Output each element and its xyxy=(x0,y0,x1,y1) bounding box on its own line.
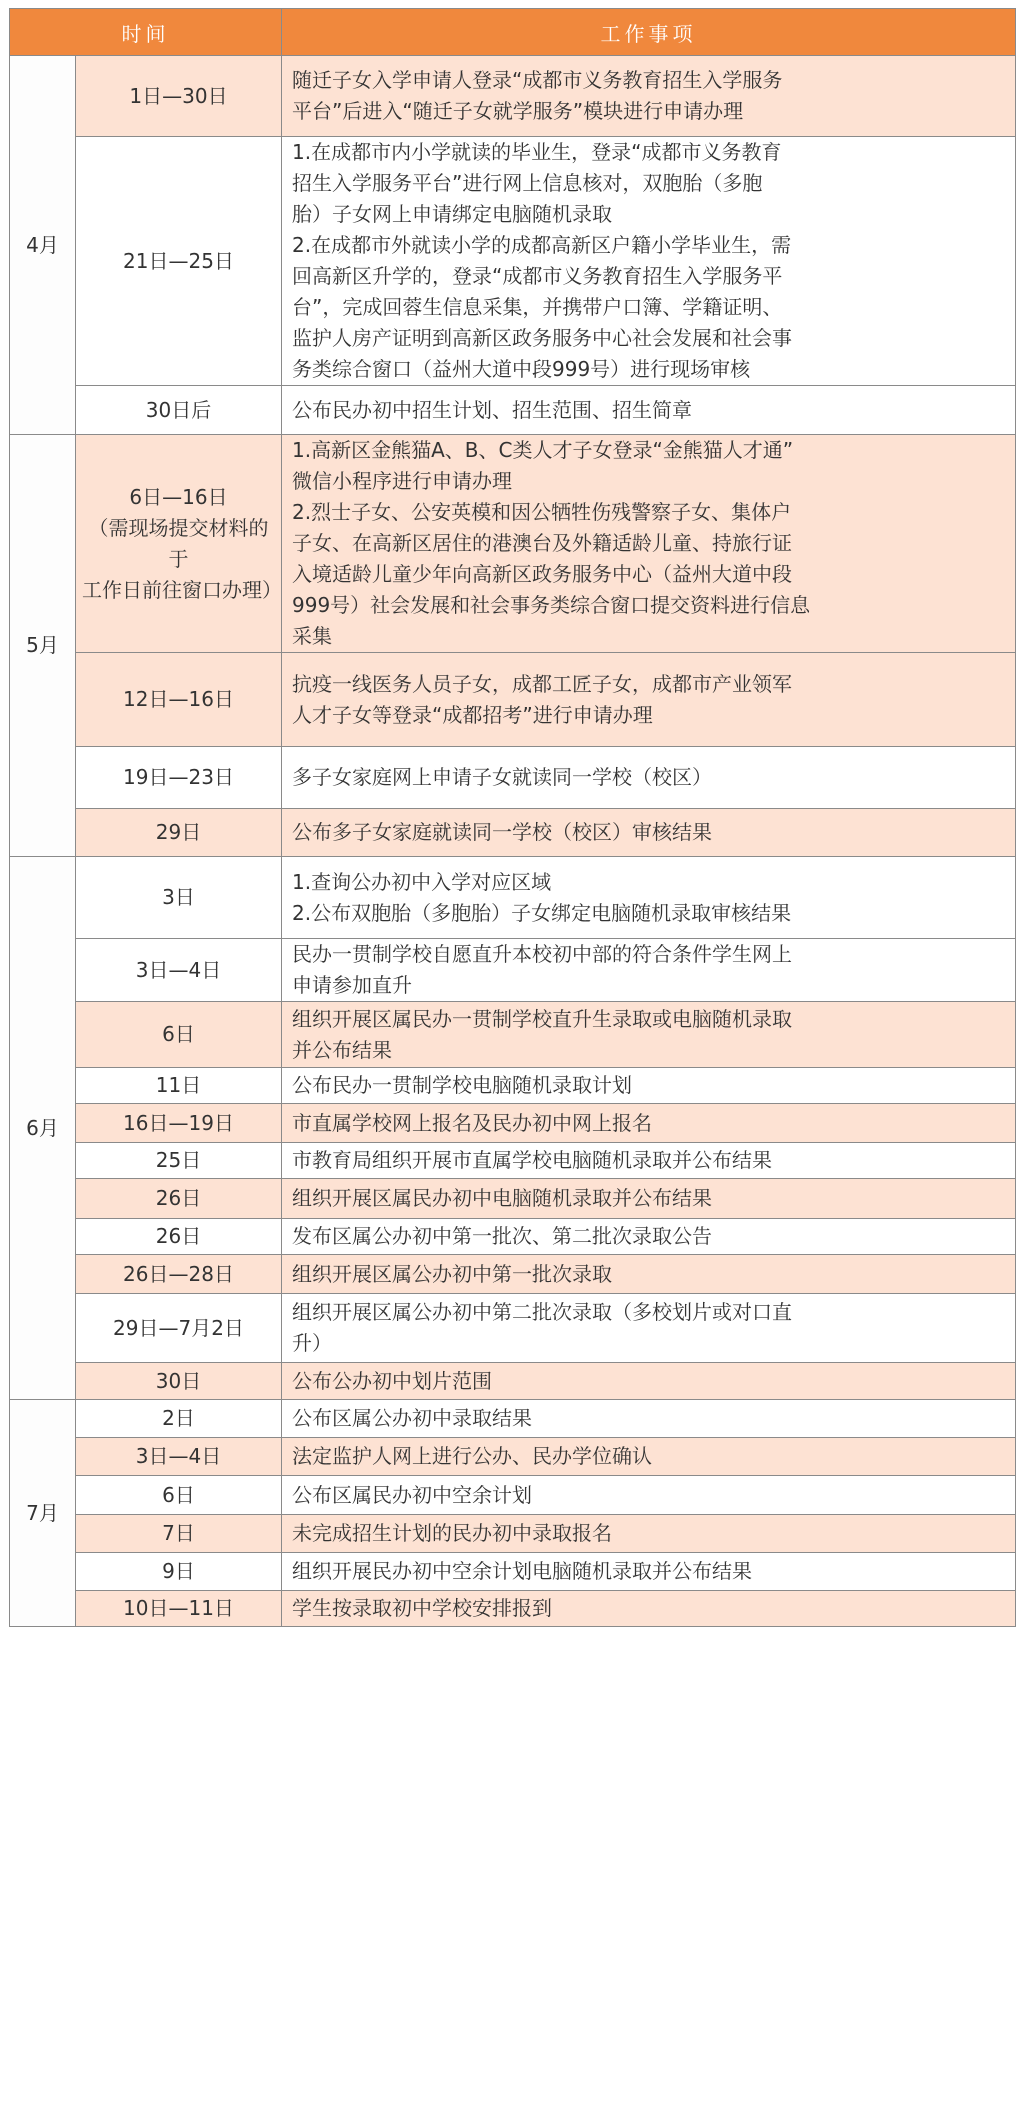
work-item-line: 2.烈士子女、公安英模和因公牺牲伤残警察子女、集体户 xyxy=(292,500,792,524)
work-item-line: 组织开展民办初中空余计划电脑随机录取并公布结果 xyxy=(292,1559,752,1583)
date-line: 25日 xyxy=(155,1148,202,1172)
work-item-cell xyxy=(282,1553,1016,1591)
date-cell xyxy=(76,56,282,137)
date-cell xyxy=(76,653,282,747)
date-line: 30日后 xyxy=(145,397,212,422)
table-row xyxy=(10,1179,1016,1219)
table-header-row xyxy=(10,9,1016,56)
date-line: 3日—4日 xyxy=(135,957,222,982)
header-time: 时间 xyxy=(10,9,282,56)
table-row xyxy=(10,137,1016,386)
work-item-line: 台”，完成回蓉生信息采集，并携带户口簿、学籍证明、 xyxy=(292,295,783,319)
work-item-cell xyxy=(282,809,1016,857)
date-cell xyxy=(76,1002,282,1068)
date-line: 19日—23日 xyxy=(123,765,234,789)
work-item-cell xyxy=(282,386,1016,435)
work-item-cell xyxy=(282,1476,1016,1515)
work-item-cell xyxy=(282,1068,1016,1104)
work-item-line: 民办一贯制学校自愿直升本校初中部的符合条件学生网上 xyxy=(292,942,792,966)
date-line: （需现场提交材料的于 xyxy=(88,515,269,571)
table-row xyxy=(10,1255,1016,1294)
date-line: 26日 xyxy=(155,1186,202,1210)
date-cell xyxy=(76,1068,282,1104)
work-item-cell xyxy=(282,747,1016,809)
table-row xyxy=(10,1515,1016,1553)
date-line: 1日—30日 xyxy=(129,83,228,108)
table-row xyxy=(10,1438,1016,1476)
work-item-line: 采集 xyxy=(292,624,332,648)
table-row xyxy=(10,653,1016,747)
date-cell xyxy=(76,1476,282,1515)
work-item-cell xyxy=(282,653,1016,747)
work-item-cell xyxy=(282,1591,1016,1627)
table-row xyxy=(10,857,1016,939)
date-cell xyxy=(76,1104,282,1143)
work-item-cell xyxy=(282,1438,1016,1476)
date-line: 10日—11日 xyxy=(123,1596,234,1620)
work-item-cell xyxy=(282,939,1016,1002)
table-row xyxy=(10,939,1016,1002)
work-item-line: 微信小程序进行申请办理 xyxy=(292,469,512,493)
work-item-line: 1.高新区金熊猫A、B、C类人才子女登录“金熊猫人才通” xyxy=(292,438,794,462)
schedule-body xyxy=(10,56,1016,1627)
work-item-line: 监护人房产证明到高新区政务服务中心社会发展和社会事 xyxy=(292,326,792,350)
work-item-line: 法定监护人网上进行公办、民办学位确认 xyxy=(292,1444,652,1468)
date-cell xyxy=(76,857,282,939)
date-line: 26日—28日 xyxy=(123,1261,234,1286)
work-item-cell xyxy=(282,435,1016,653)
date-cell xyxy=(76,1591,282,1627)
date-line: 29日 xyxy=(155,820,202,844)
work-item-line: 组织开展区属公办初中第一批次录取 xyxy=(292,1261,612,1286)
date-cell xyxy=(76,1143,282,1179)
work-item-line: 回高新区升学的，登录“成都市义务教育招生入学服务平 xyxy=(292,264,783,288)
date-cell xyxy=(76,1255,282,1294)
month-cell: 5月 xyxy=(10,435,76,857)
date-line: 9日 xyxy=(162,1559,195,1583)
work-item-cell xyxy=(282,1002,1016,1068)
work-item-line: 并公布结果 xyxy=(292,1037,392,1062)
table-row xyxy=(10,1400,1016,1438)
work-item-cell xyxy=(282,857,1016,939)
work-item-line: 公布民办一贯制学校电脑随机录取计划 xyxy=(292,1073,632,1097)
work-item-line: 抗疫一线医务人员子女，成都工匠子女，成都市产业领军 xyxy=(292,671,792,696)
work-item-line: 人才子女等登录“成都招考”进行申请办理 xyxy=(292,702,653,727)
date-line: 7日 xyxy=(162,1521,195,1545)
work-item-line: 2.在成都市外就读小学的成都高新区户籍小学毕业生，需 xyxy=(292,233,792,257)
date-line: 3日—4日 xyxy=(135,1444,222,1468)
work-item-line: 升） xyxy=(292,1331,332,1355)
date-cell xyxy=(76,747,282,809)
date-cell xyxy=(76,1438,282,1476)
date-cell xyxy=(76,1400,282,1438)
work-item-line: 公布多子女家庭就读同一学校（校区）审核结果 xyxy=(292,820,712,844)
table-row xyxy=(10,1294,1016,1363)
work-item-line: 申请参加直升 xyxy=(292,973,412,997)
work-item-line: 平台”后进入“随迁子女就学服务”模块进行申请办理 xyxy=(292,99,744,123)
date-line: 11日 xyxy=(155,1073,202,1097)
table-row xyxy=(10,435,1016,653)
table-row xyxy=(10,747,1016,809)
date-cell xyxy=(76,1553,282,1591)
table-row xyxy=(10,1104,1016,1143)
work-item-line: 1.查询公办初中入学对应区域 xyxy=(292,869,552,894)
date-line: 16日—19日 xyxy=(123,1110,234,1135)
table-row xyxy=(10,809,1016,857)
table-row xyxy=(10,1553,1016,1591)
work-item-line: 未完成招生计划的民办初中录取报名 xyxy=(292,1521,612,1545)
date-line: 29日—7月2日 xyxy=(113,1315,244,1340)
work-item-line: 组织开展区属民办初中电脑随机录取并公布结果 xyxy=(292,1186,712,1210)
date-line: 3日 xyxy=(162,885,195,909)
table-row xyxy=(10,1476,1016,1515)
work-item-line: 公布区属公办初中录取结果 xyxy=(292,1406,532,1430)
work-item-cell xyxy=(282,1179,1016,1219)
work-item-cell xyxy=(282,1294,1016,1363)
work-item-line: 组织开展区属民办一贯制学校直升生录取或电脑随机录取 xyxy=(292,1006,792,1031)
date-cell xyxy=(76,1294,282,1363)
table-row xyxy=(10,386,1016,435)
date-cell xyxy=(76,939,282,1002)
date-cell xyxy=(76,137,282,386)
table-row xyxy=(10,1143,1016,1179)
date-line: 6日—16日 xyxy=(129,484,228,509)
header-items: 工作事项 xyxy=(282,9,1016,56)
work-item-line: 子女、在高新区居住的港澳台及外籍适龄儿童、持旅行证 xyxy=(292,531,792,555)
date-cell xyxy=(76,435,282,653)
table-row xyxy=(10,1002,1016,1068)
date-line: 6日 xyxy=(162,1022,195,1046)
work-item-cell xyxy=(282,1219,1016,1255)
work-item-line: 发布区属公办初中第一批次、第二批次录取公告 xyxy=(292,1224,712,1248)
work-item-cell xyxy=(282,1104,1016,1143)
work-item-line: 公布区属民办初中空余计划 xyxy=(292,1482,532,1507)
work-item-cell xyxy=(282,1515,1016,1553)
enrollment-schedule-table xyxy=(9,8,1016,1627)
date-cell xyxy=(76,1515,282,1553)
work-item-line: 999号）社会发展和社会事务类综合窗口提交资料进行信息 xyxy=(292,593,811,617)
work-item-cell xyxy=(282,1143,1016,1179)
date-line: 26日 xyxy=(155,1224,202,1248)
month-cell: 7月 xyxy=(10,1400,76,1627)
work-item-line: 学生按录取初中学校安排报到 xyxy=(292,1596,552,1620)
work-item-line: 1.在成都市内小学就读的毕业生，登录“成都市义务教育 xyxy=(292,140,782,164)
work-item-cell xyxy=(282,1363,1016,1400)
month-cell: 6月 xyxy=(10,857,76,1400)
date-cell xyxy=(76,1363,282,1400)
work-item-line: 组织开展区属公办初中第二批次录取（多校划片或对口直 xyxy=(292,1300,792,1324)
table-row xyxy=(10,1219,1016,1255)
work-item-line: 胎）子女网上申请绑定电脑随机录取 xyxy=(292,202,612,226)
work-item-line: 市教育局组织开展市直属学校电脑随机录取并公布结果 xyxy=(292,1148,772,1172)
work-item-line: 公布民办初中招生计划、招生范围、招生简章 xyxy=(292,397,692,422)
date-line: 21日—25日 xyxy=(123,248,234,273)
work-item-line: 市直属学校网上报名及民办初中网上报名 xyxy=(292,1110,652,1135)
date-cell xyxy=(76,809,282,857)
month-cell: 4月 xyxy=(10,56,76,435)
schedule-table-wrapper xyxy=(9,8,1015,1627)
work-item-line: 随迁子女入学申请人登录“成都市义务教育招生入学服务 xyxy=(292,68,783,92)
date-cell xyxy=(76,1179,282,1219)
date-line: 6日 xyxy=(162,1482,195,1507)
table-row xyxy=(10,1363,1016,1400)
work-item-cell xyxy=(282,137,1016,386)
table-row xyxy=(10,1068,1016,1104)
date-line: 12日—16日 xyxy=(123,687,234,711)
work-item-line: 入境适龄儿童少年向高新区政务服务中心（益州大道中段 xyxy=(292,562,792,586)
work-item-line: 务类综合窗口（益州大道中段999号）进行现场审核 xyxy=(292,357,751,381)
work-item-line: 多子女家庭网上申请子女就读同一学校（校区） xyxy=(292,765,712,789)
date-line: 30日 xyxy=(155,1368,202,1393)
date-cell xyxy=(76,386,282,435)
work-item-cell xyxy=(282,1255,1016,1294)
table-row xyxy=(10,1591,1016,1627)
date-cell xyxy=(76,1219,282,1255)
date-line: 2日 xyxy=(162,1406,195,1430)
work-item-line: 招生入学服务平台”进行网上信息核对，双胞胎（多胞 xyxy=(292,171,763,195)
table-row xyxy=(10,56,1016,137)
work-item-line: 2.公布双胞胎（多胞胎）子女绑定电脑随机录取审核结果 xyxy=(292,900,792,925)
work-item-cell xyxy=(282,1400,1016,1438)
date-line: 工作日前往窗口办理） xyxy=(82,577,282,602)
work-item-line: 公布公办初中划片范围 xyxy=(292,1368,492,1393)
work-item-cell xyxy=(282,56,1016,137)
